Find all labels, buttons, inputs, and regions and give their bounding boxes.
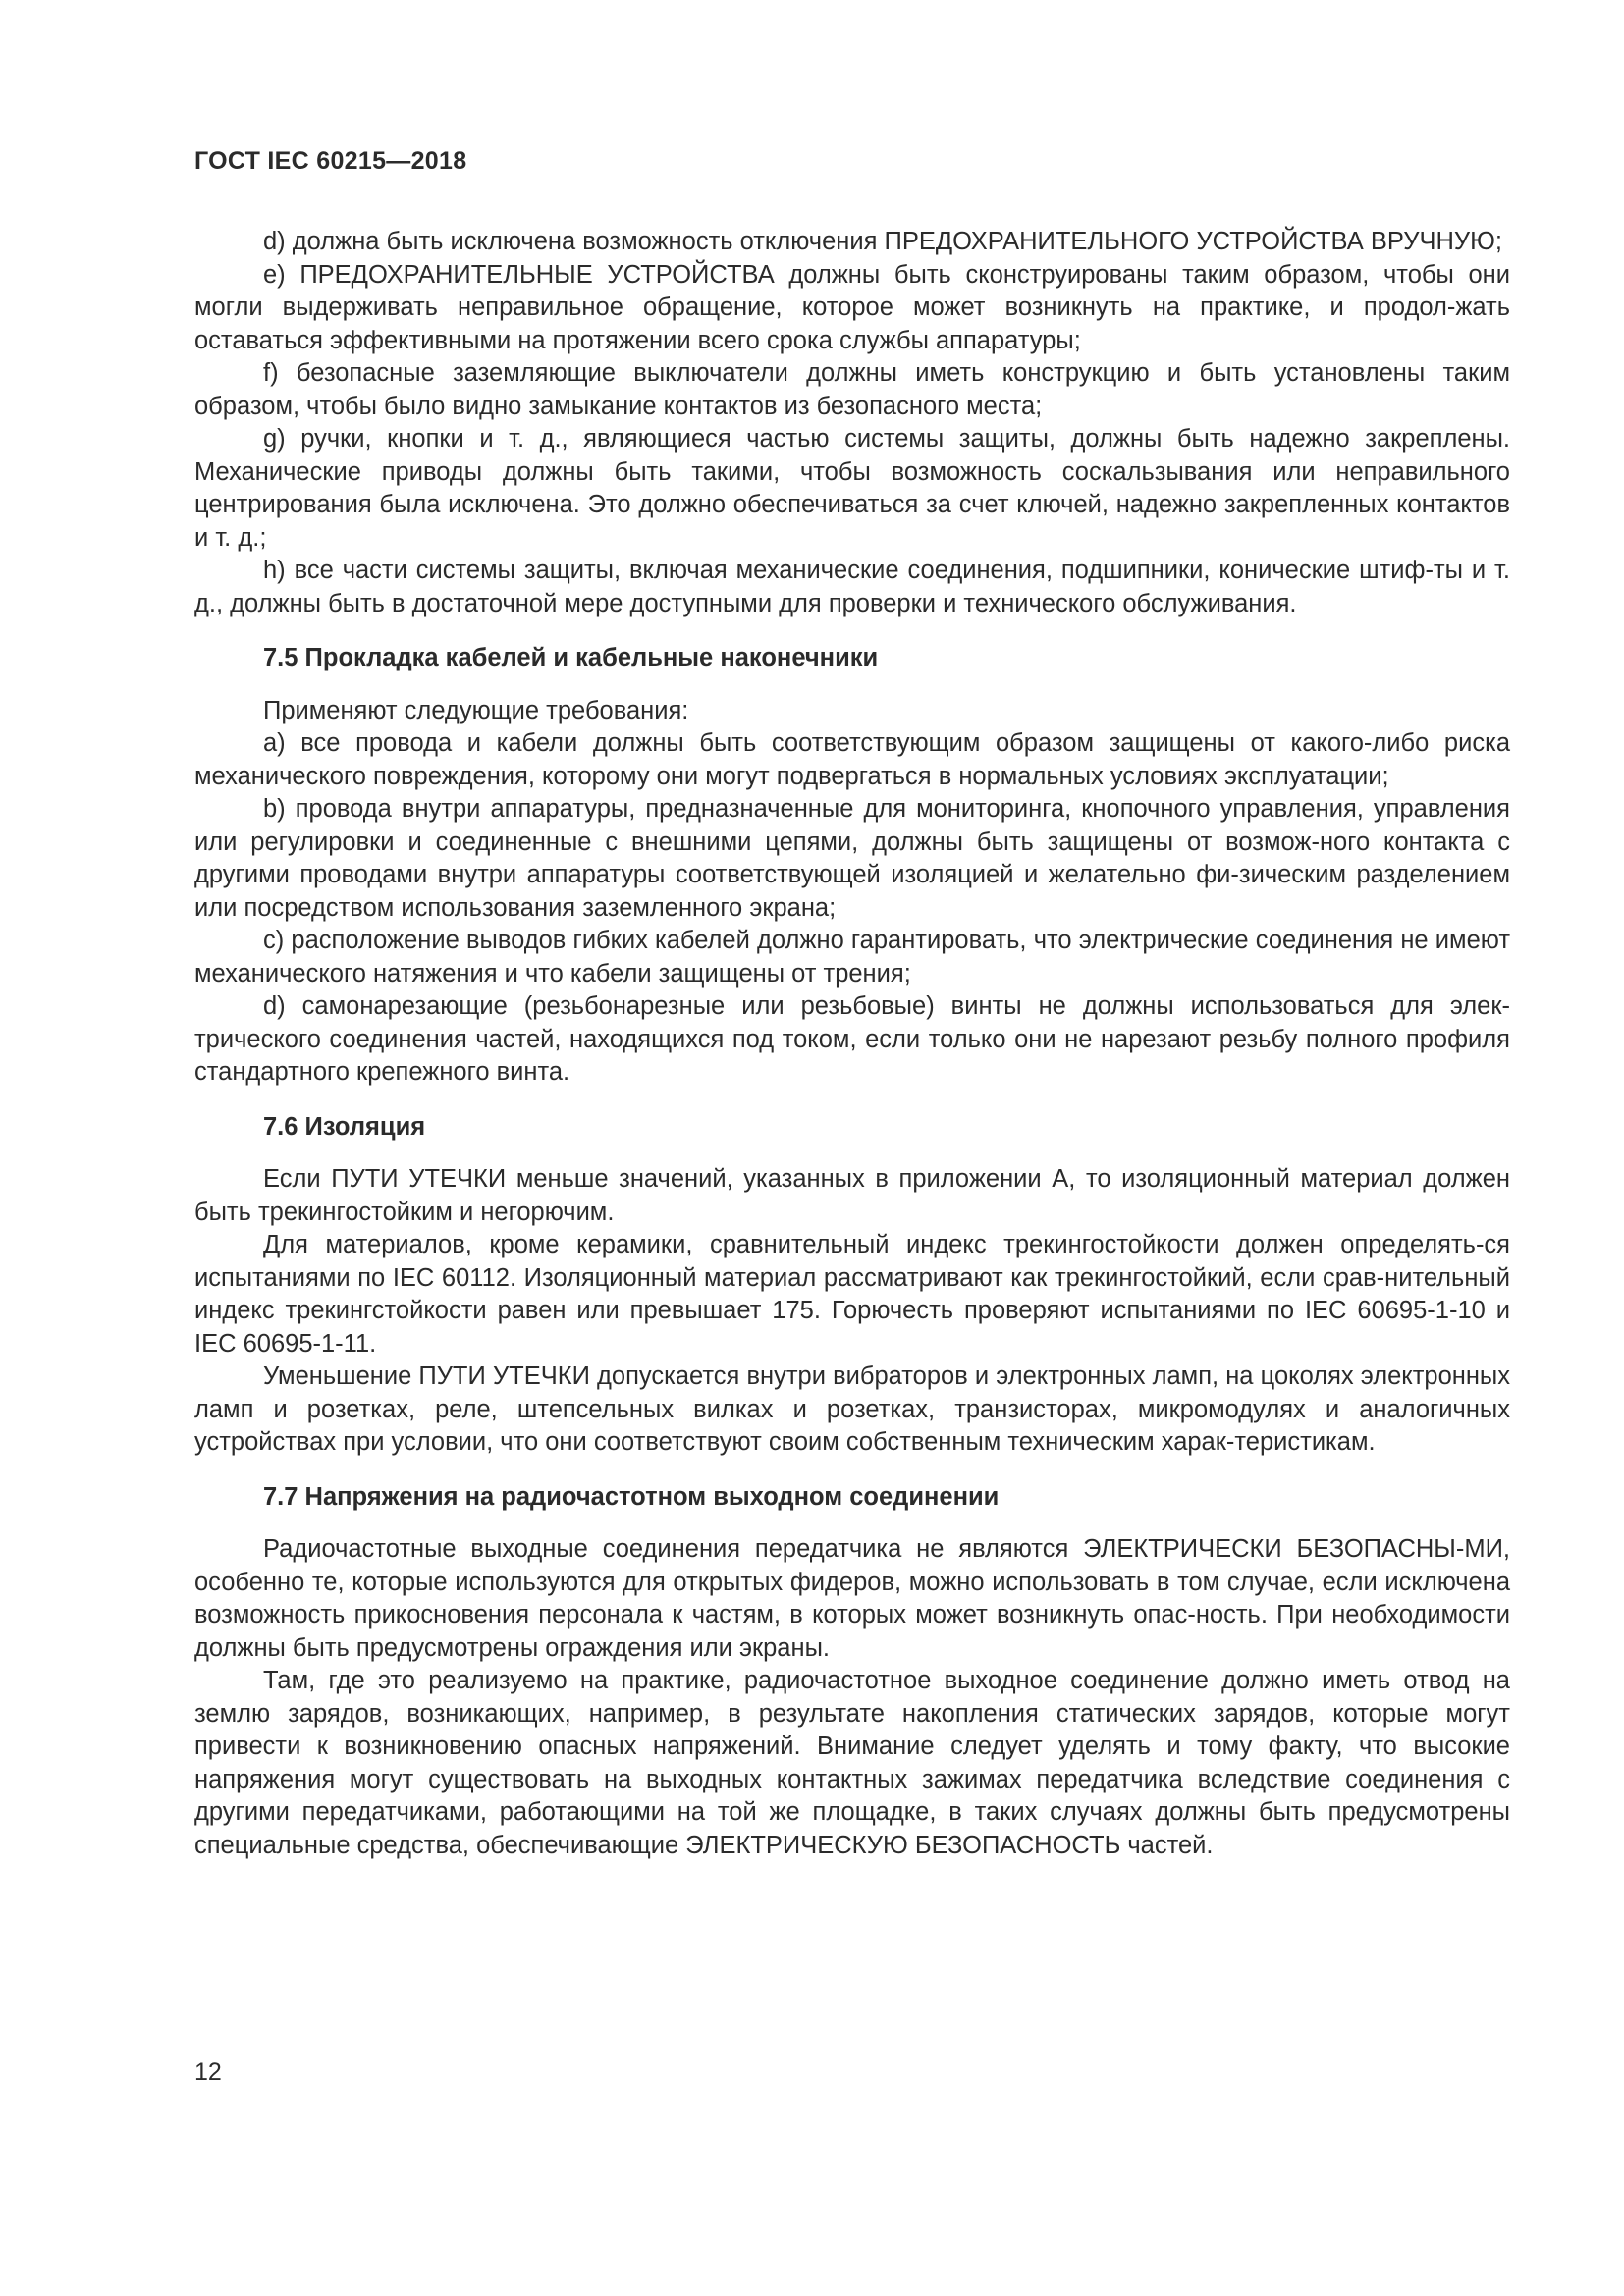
paragraph: Уменьшение ПУТИ УТЕЧКИ допускается внутри вибраторов и электронных ламп, на цоколях электронных ламп и розетках, реле, штепсельных вилках и розетках, транзисторах, микромодулях и аналогичных устройствах при условии, что они соответствуют своим собственным техническим харак-теристикам. [194,1362,1510,1456]
page-content [194,226,1510,1862]
section-heading-7-5: 7.5 Прокладка кабелей и кабельные наконечники [263,644,879,671]
paragraph: Применяют следующие требования: [263,696,689,724]
list-item: h) все части системы защиты, включая механические соединения, подшипники, конические штиф-ты и т. д., должны быть в достаточной мере доступными для проверки и технического обслуживания. [194,557,1510,617]
list-item: e) ПРЕДОХРАНИТЕЛЬНЫЕ УСТРОЙСТВА должны быть сконструированы таким образом, чтобы они могли выдерживать неправильное обращение, которое может возникнуть на практике, и продол-жать оставаться эффективными на протяжении всего срока службы аппаратуры; [194,260,1510,354]
document-header: ГОСТ IEC 60215—2018 [194,147,467,175]
paragraph: Радиочастотные выходные соединения передатчика не являются ЭЛЕКТРИЧЕСКИ БЕЗОПАСНЫ-МИ, особенно те, которые используются для открытых фидеров, можно использовать в том случае, если исключена возможность прикосновения персонала к частям, в которых может возникнуть опас-ность. При необходимости должны быть предусмотрены ограждения или экраны. [194,1535,1510,1662]
paragraph: Там, где это реализуемо на практике, радиочастотное выходное соединение должно иметь отвод на землю зарядов, возникающих, например, в результате накопления статических зарядов, которые могут привести к возникновению опасных напряжений. Внимание следует уделять и тому факту, что высокие напряжения могут существовать на выходных контактных зажимах передатчика вследствие соединения с другими передатчиками, работающими на той же площадке, в таких случаях должны быть предусмотрены специальные средства, обеспечивающие ЭЛЕКТРИЧЕСКУЮ БЕЗОПАСНОСТЬ частей. [194,1667,1510,1859]
list-item: g) ручки, кнопки и т. д., являющиеся частью системы защиты, должны быть надежно закреплены. Механические приводы должны быть такими, чтобы возможность соскальзывания или неправильного центрирования была исключена. Это должно обеспечиваться за счет ключей, надежно закрепленных контактов и т. д.; [194,425,1510,552]
section-heading-7-6: 7.6 Изоляция [263,1112,426,1141]
list-item: d) самонарезающие (резьбонарезные или резьбовые) винты не должны использоваться для элек-трического соединения частей, находящихся под током, если только они не нарезают резьбу полного профиля стандартного крепежного винта. [194,992,1510,1086]
list-item: c) расположение выводов гибких кабелей должно гарантировать, что электрические соединения не имеют механического натяжения и что кабели защищены от трения; [194,927,1510,988]
list-item: d) должна быть исключена возможность отключения ПРЕДОХРАНИТЕЛЬНОГО УСТРОЙСТВА ВРУЧНУЮ; [263,228,1502,255]
list-item: b) провода внутри аппаратуры, предназначенные для мониторинга, кнопочного управления, управления или регулировки и соединенные с внешними цепями, должны быть защищены от возмож-ного контакта с другими проводами внутри аппаратуры соответствующей изоляцией и желательно фи-зическим разделением или посредством использования заземленного экрана; [194,795,1510,922]
page-number: 12 [194,2058,222,2086]
paragraph: Для материалов, кроме керамики, сравнительный индекс трекингостойкости должен определять-ся испытаниями по IEC 60112. Изоляционный материал рассматривают как трекингостойкий, если срав-нительный индекс трекингстойкости равен или превышает 175. Горючесть проверяют испытаниями по IEC 60695-1-10 и IEC 60695-1-11. [194,1231,1510,1358]
list-item: f) безопасные заземляющие выключатели должны иметь конструкцию и быть установлены таким образом, чтобы было видно замыкание контактов из безопасного места; [194,359,1510,420]
section-heading-7-7: 7.7 Напряжения на радиочастотном выходном соединении [263,1482,1000,1511]
paragraph: Если ПУТИ УТЕЧКИ меньше значений, указанных в приложении А, то изоляционный материал должен быть трекингостойким и негорючим. [194,1165,1510,1226]
list-item: a) все провода и кабели должны быть соответствующим образом защищены от какого-либо риска механического повреждения, которому они могут подвергаться в нормальных условиях эксплуатации; [194,729,1510,790]
